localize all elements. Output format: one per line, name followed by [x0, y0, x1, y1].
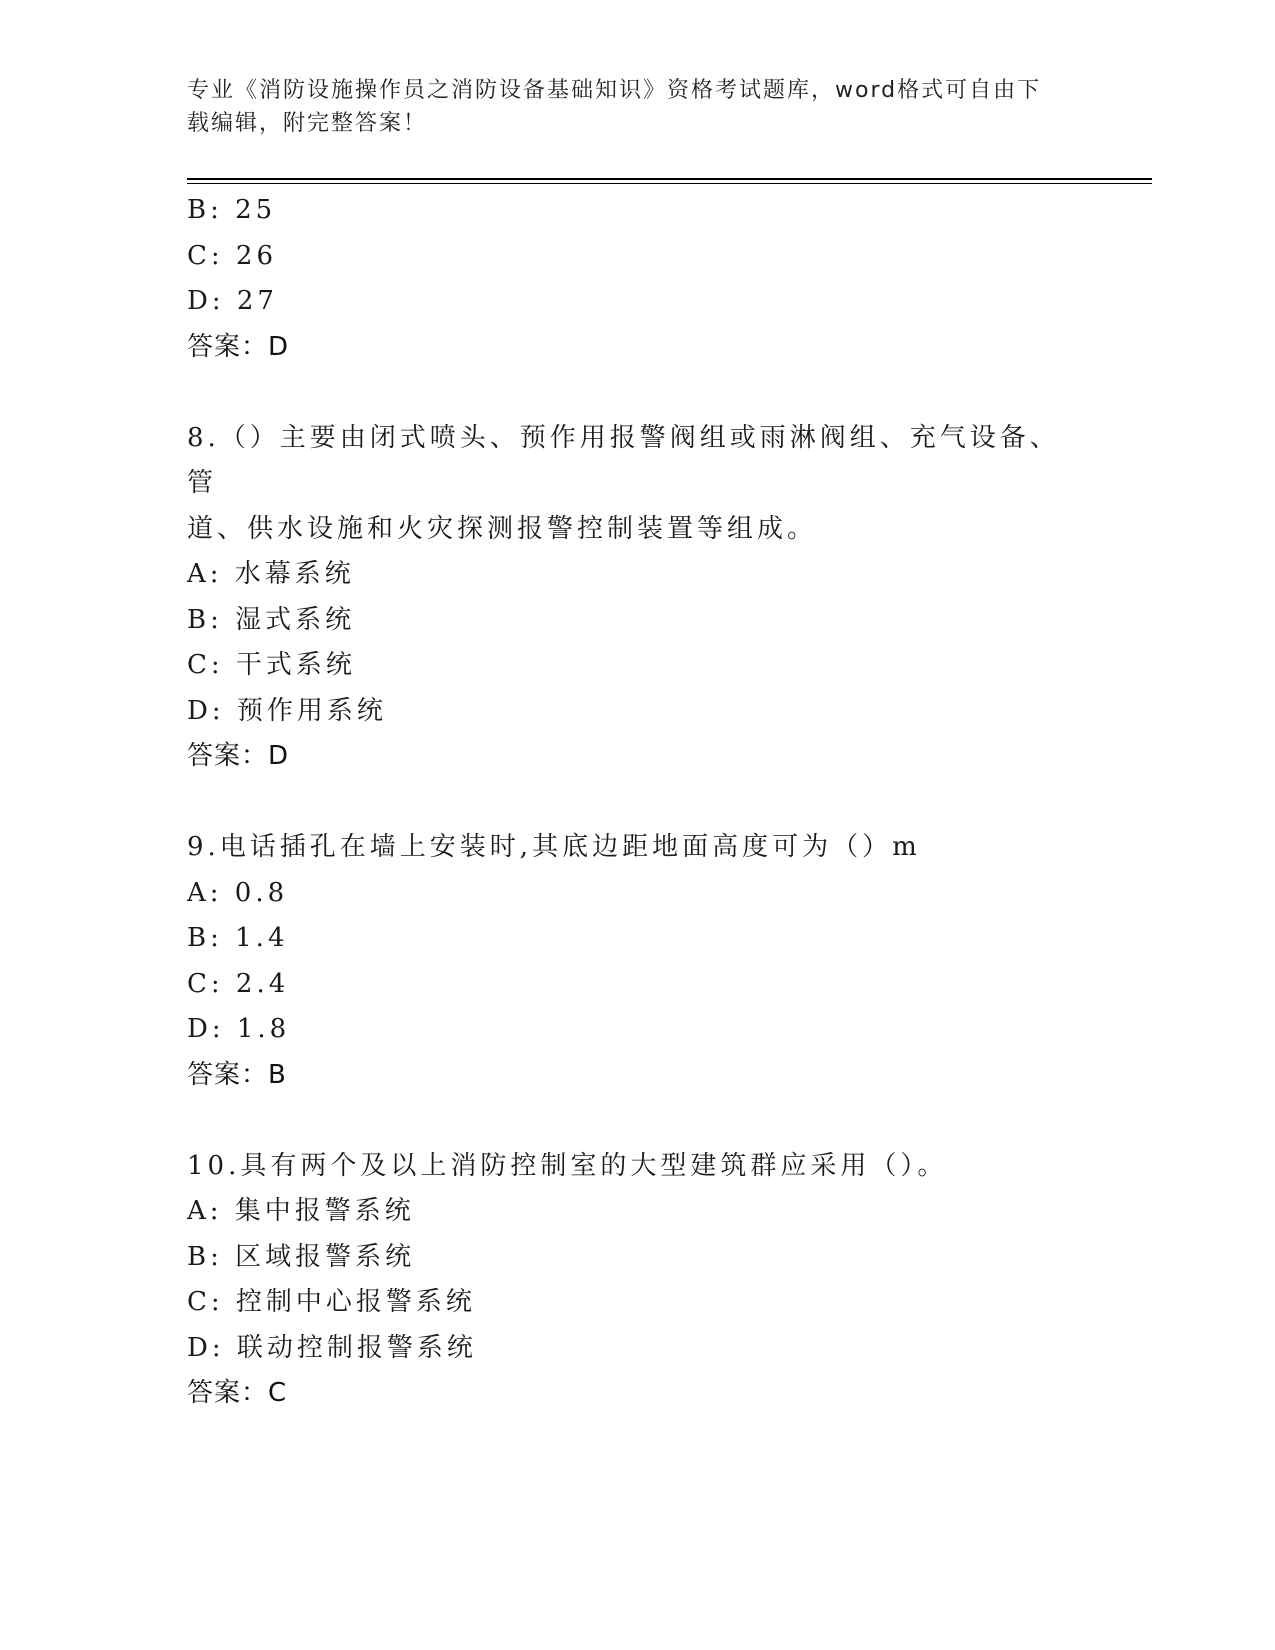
question-9 [187, 825, 1067, 1098]
answer-line: 答案：D [187, 741, 290, 771]
option-c: C: 26 [187, 240, 278, 271]
option-a: A: 0.8 [187, 877, 289, 908]
option-b: B: 湿式系统 [187, 604, 356, 635]
option-d: D: 27 [187, 286, 278, 316]
answer-line: 答案：B [187, 1059, 287, 1090]
question-list [187, 188, 1067, 1417]
question-10 [187, 1144, 1067, 1417]
question-7-continued [187, 188, 1067, 370]
header-divider-thin [187, 183, 1152, 184]
question-stem: 10.具有两个及以上消防控制室的大型建筑群应采用（）。 [187, 1150, 948, 1181]
answer-line: 答案：C [187, 1378, 288, 1408]
option-b: B: 1.4 [187, 923, 289, 953]
spacer [187, 370, 1067, 416]
option-d: D: 预作用系统 [187, 695, 387, 726]
header-line-1: 专业《消防设施操作员之消防设备基础知识》资格考试题库，word格式可自由下 [187, 78, 1042, 103]
option-c: C: 干式系统 [187, 650, 356, 680]
option-b: B: 25 [187, 195, 277, 225]
option-a: A: 水幕系统 [187, 559, 355, 589]
question-stem: 9.电话插孔在墙上安装时,其底边距地面高度可为（）m [187, 832, 921, 862]
spacer [187, 780, 1067, 826]
option-d: D: 联动控制报警系统 [187, 1332, 477, 1363]
answer-line: 答案：D [187, 331, 290, 362]
question-stem: 8.（）主要由闭式喷头、预作用报警阀组或雨淋阀组、充气设备、管 [187, 422, 1060, 498]
question-stem-continued: 道、供水设施和火灾探测报警控制装置等组成。 [187, 513, 818, 544]
header-divider-thick [187, 178, 1152, 180]
header-line-2: 载编辑，附完整答案！ [187, 111, 428, 136]
option-d: D: 1.8 [187, 1014, 291, 1044]
document-header [187, 74, 1087, 140]
option-a: A: 集中报警系统 [187, 1196, 415, 1226]
spacer [187, 1098, 1067, 1144]
option-c: C: 控制中心报警系统 [187, 1287, 476, 1317]
option-b: B: 区域报警系统 [187, 1241, 416, 1272]
option-c: C: 2.4 [187, 968, 290, 999]
question-8 [187, 416, 1067, 780]
